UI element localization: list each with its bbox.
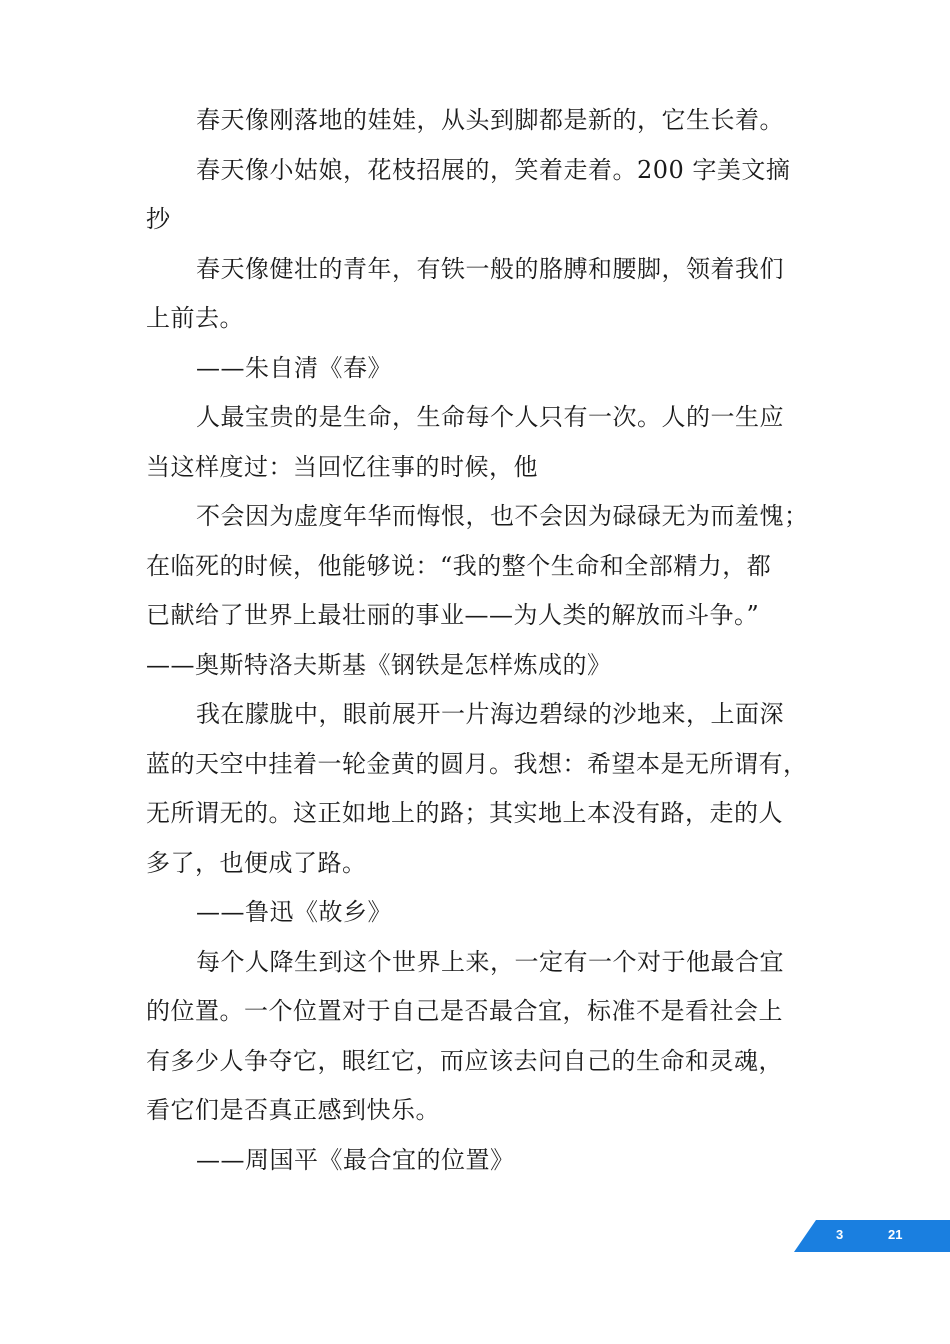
quote-attribution-lu-xun bbox=[146, 888, 836, 938]
paragraph-line: 当这样度过：当回忆往事的时候，他 bbox=[146, 452, 538, 481]
paragraph-line: 蓝的天空中挂着一轮金黄的圆月。我想：希望本是无所谓有， bbox=[146, 749, 808, 778]
quote-attribution-zhu-ziqing bbox=[146, 344, 836, 394]
paragraph-line: 人最宝贵的是生命，生命每个人只有一次。人的一生应 bbox=[196, 403, 784, 431]
paragraph-right-place bbox=[146, 938, 836, 1136]
quote-attribution-zhou-guoping bbox=[146, 1136, 836, 1186]
attribution-line: ——周国平《最合宜的位置》 bbox=[196, 1145, 515, 1174]
paragraph-line: 看它们是否真正感到快乐。 bbox=[146, 1096, 440, 1124]
paragraph-spring-youth bbox=[146, 245, 836, 344]
attribution-line: ——奥斯特洛夫斯基《钢铁是怎样炼成的》 bbox=[146, 650, 612, 679]
footer-banner-shape bbox=[794, 1220, 950, 1252]
paragraph-line: 抄 bbox=[146, 205, 171, 233]
paragraph-hope-road bbox=[146, 690, 836, 888]
paragraph-line: 的位置。一个位置对于自己是否最合宜，标准不是看社会上 bbox=[146, 997, 783, 1025]
paragraph-line: 春天像健壮的青年，有铁一般的胳膊和腰脚，领着我们 bbox=[196, 254, 784, 283]
page-footer bbox=[794, 1220, 950, 1252]
paragraph-line: 多了，也便成了路。 bbox=[146, 848, 367, 877]
paragraph-spring-girl bbox=[146, 146, 836, 245]
paragraph-line: 在临死的时候，他能够说：“我的整个生命和全部精力，都 bbox=[146, 551, 772, 580]
paragraph-life-precious bbox=[146, 393, 836, 492]
paragraph-line: 不会因为虚度年华而悔恨，也不会因为碌碌无为而羞愧； bbox=[196, 502, 809, 530]
paragraph-spring-baby bbox=[146, 96, 836, 146]
paragraph-line: 春天像小姑娘，花枝招展的，笑着走着。200 字美文摘 bbox=[196, 155, 791, 184]
page-number: 3 bbox=[836, 1227, 844, 1242]
paragraph-line: 已献给了世界上最壮丽的事业——为人类的解放而斗争。” bbox=[146, 601, 760, 629]
attribution-line: ——朱自清《春》 bbox=[196, 353, 392, 382]
paragraph-no-regret bbox=[146, 492, 836, 690]
paragraph-line: 我在朦胧中，眼前展开一片海边碧绿的沙地来，上面深 bbox=[196, 700, 784, 728]
paragraph-line: 每个人降生到这个世界上来，一定有一个对于他最合宜 bbox=[196, 947, 784, 976]
total-pages: 21 bbox=[888, 1227, 903, 1242]
paragraph-line: 春天像刚落地的娃娃，从头到脚都是新的，它生长着。 bbox=[196, 106, 784, 134]
attribution-line: ——鲁迅《故乡》 bbox=[196, 898, 392, 926]
paragraph-line: 无所谓无的。这正如地上的路；其实地上本没有路，走的人 bbox=[146, 799, 783, 827]
document-body bbox=[146, 96, 836, 1185]
paragraph-line: 有多少人争夺它，眼红它，而应该去问自己的生命和灵魂， bbox=[146, 1046, 783, 1075]
paragraph-line: 上前去。 bbox=[146, 304, 244, 332]
